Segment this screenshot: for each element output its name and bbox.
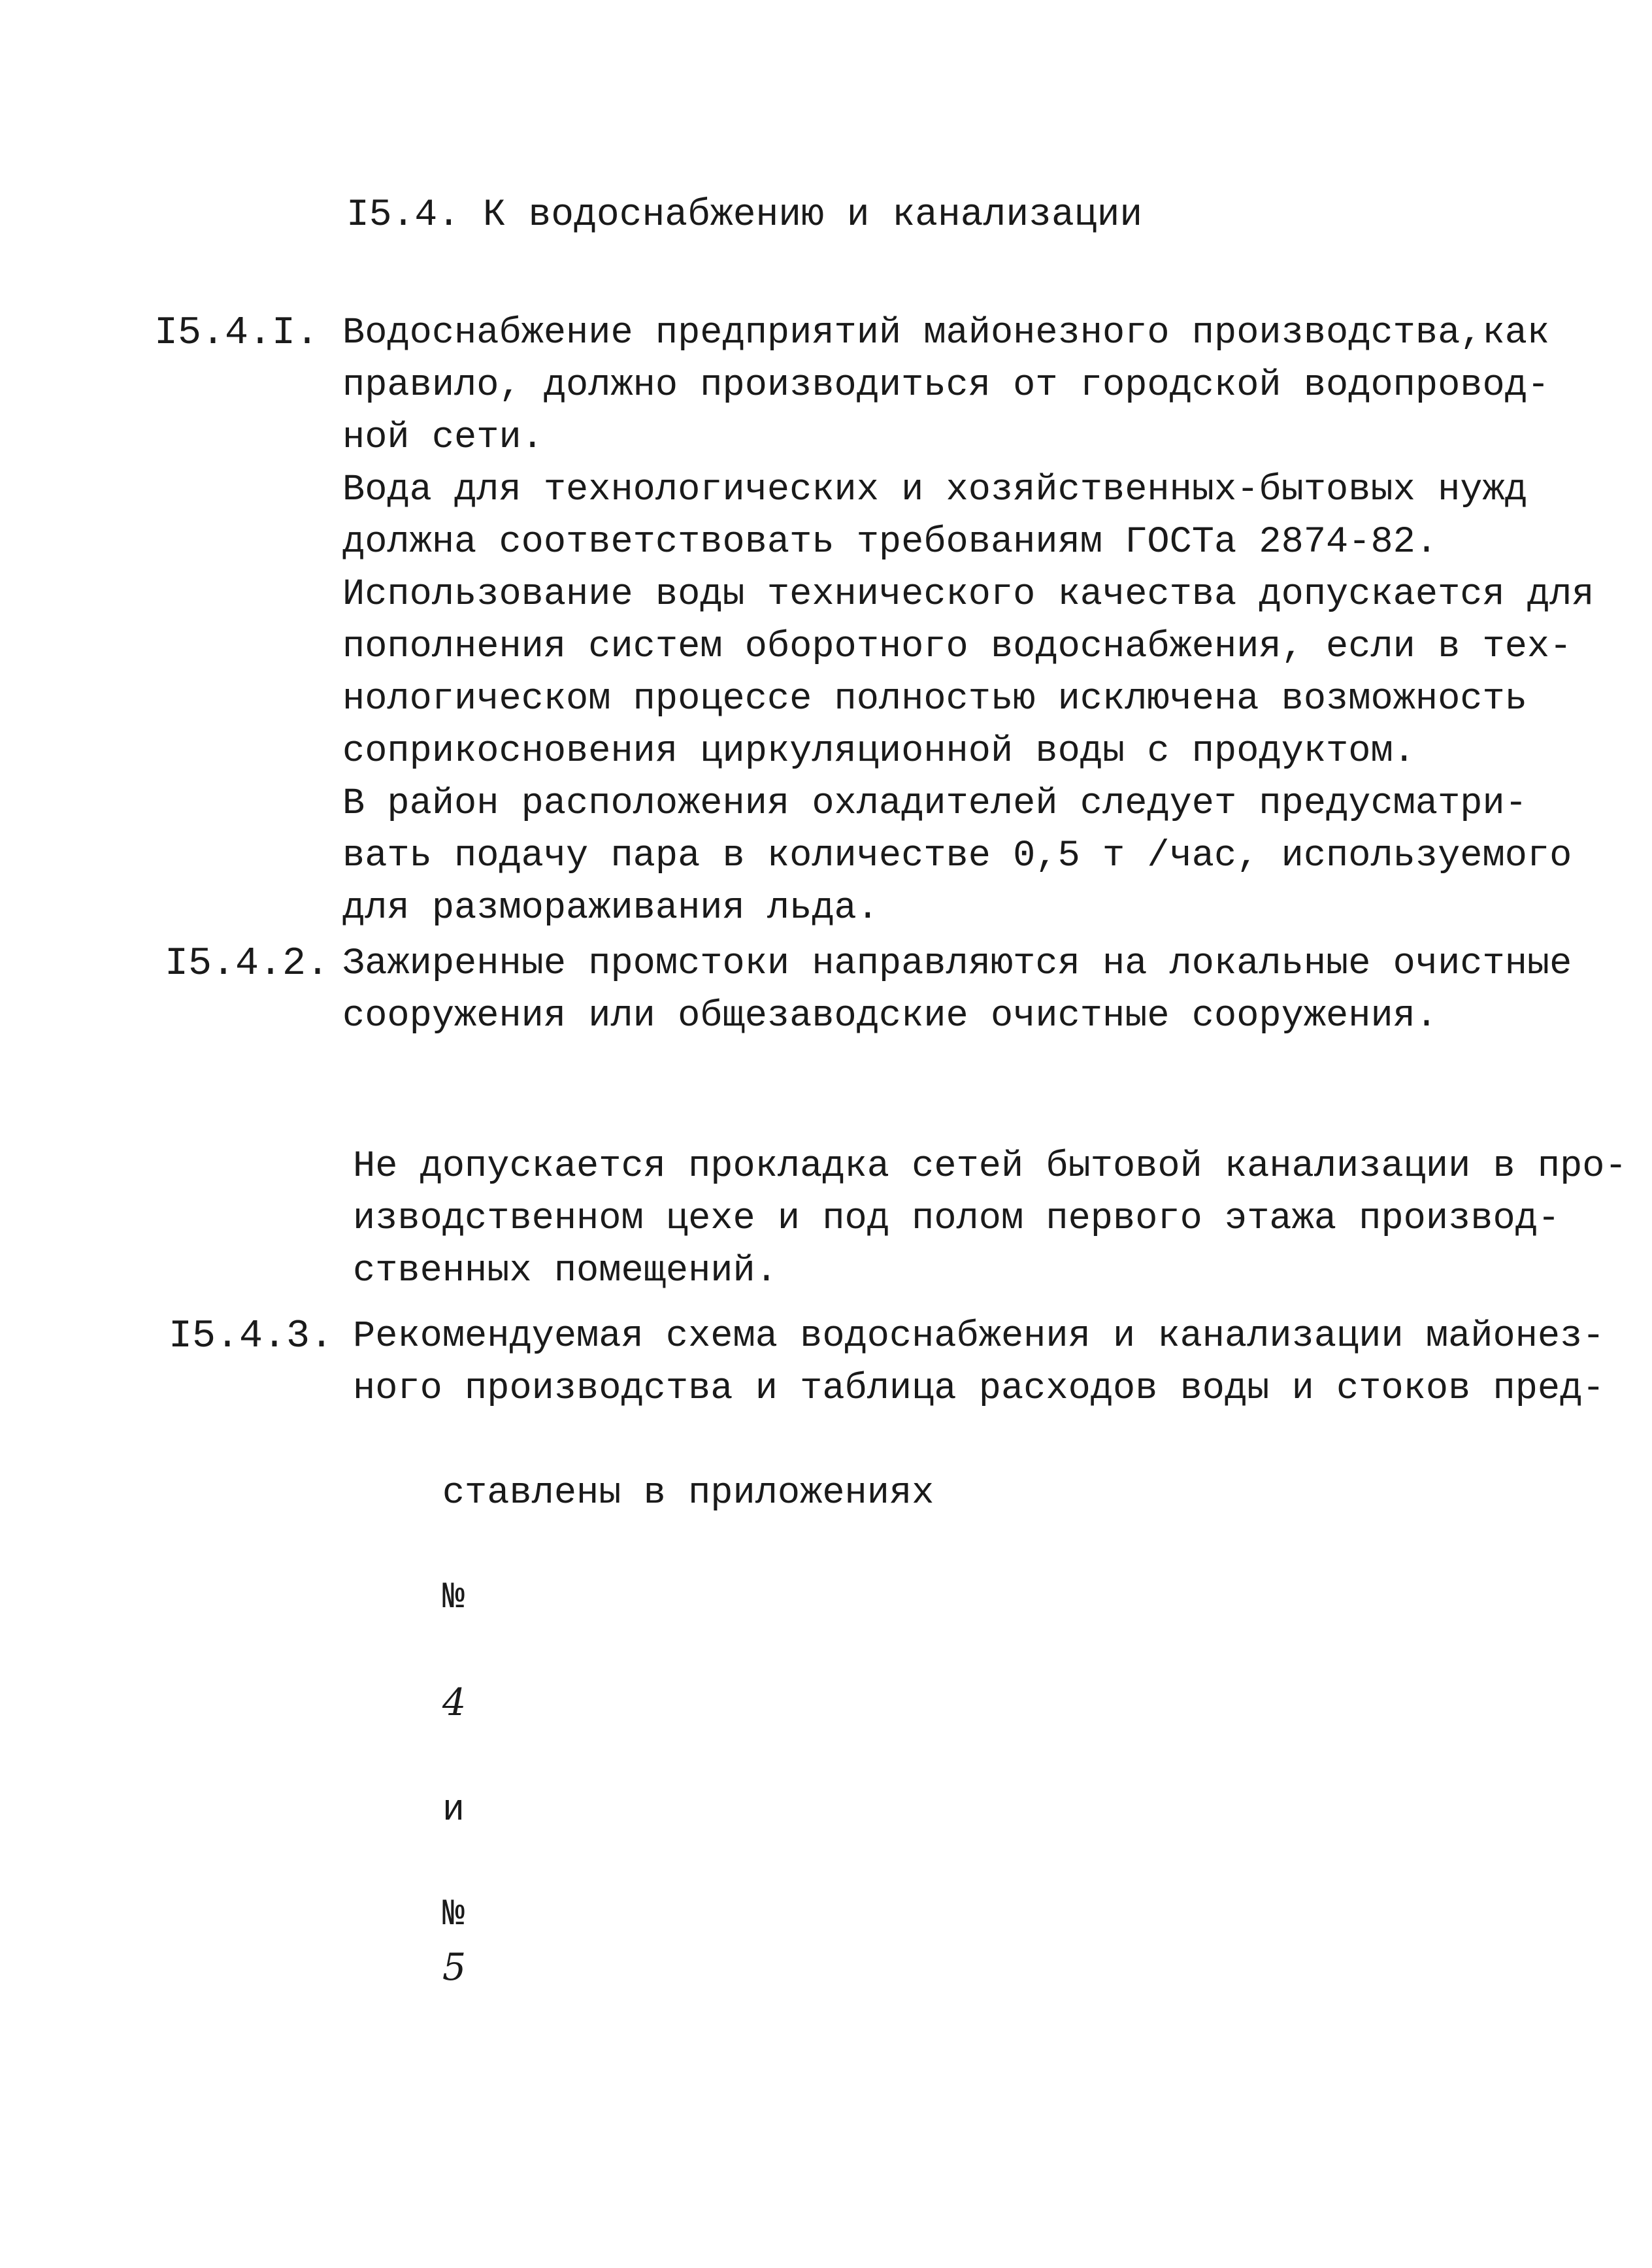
paragraph-line: изводственном цехе и под полом первого этажа производ- xyxy=(353,1198,1561,1240)
paragraph-line: ного производства и таблица расходов воды и стоков пред- xyxy=(353,1368,1605,1410)
paragraph-line: ственных помещений. xyxy=(353,1250,778,1292)
section-heading: І5.4. К водоснабжению и канализации xyxy=(346,194,1143,237)
section-number-15-4-2: І5.4.2. xyxy=(165,942,330,986)
paragraph-line: сооружения или общезаводские очистные сооружения. xyxy=(342,995,1438,1037)
paragraph-line: правило, должно производиться от городской водопровод- xyxy=(342,365,1550,407)
handwritten-appendix-number: 4 xyxy=(442,1681,467,1724)
paragraph-line: Водоснабжение предприятий майонезного производства,как xyxy=(342,312,1550,354)
paragraph-line: нологическом процессе полностью исключена возможность xyxy=(342,678,1527,720)
section-number-15-4-3: І5.4.3. xyxy=(169,1314,334,1359)
section-number-15-4-1: І5.4.І. xyxy=(154,311,320,356)
paragraph-line: ной сети. xyxy=(342,417,544,459)
number-sign: № xyxy=(442,1894,465,1936)
handwritten-appendix-number: 5 xyxy=(442,1946,467,1989)
paragraph-text: ставлены в приложениях xyxy=(442,1473,934,1514)
paragraph-line: для размораживания льда. xyxy=(342,888,879,929)
paragraph-line-appendix-ref xyxy=(353,1415,934,2049)
paragraph-line: Зажиренные промстоки направляются на локальные очистные xyxy=(342,943,1572,985)
paragraph-line: пополнения систем оборотного водоснабжения, если в тех- xyxy=(342,626,1572,668)
paragraph-line: Вода для технологических и хозяйственных-бытовых нужд xyxy=(342,469,1527,511)
paragraph-line: Рекомендуемая схема водоснабжения и канализации майонез- xyxy=(353,1316,1605,1358)
conjunction: и xyxy=(442,1790,465,1831)
paragraph-line: Использование воды технического качества допускается для xyxy=(342,574,1594,616)
paragraph-line: В район расположения охладителей следует предусматри- xyxy=(342,783,1527,825)
paragraph-line: Не допускается прокладка сетей бытовой канализации в про- xyxy=(353,1146,1627,1188)
paragraph-line: соприкосновения циркуляционной воды с продуктом. xyxy=(342,731,1415,773)
paragraph-line: вать подачу пара в количестве 0,5 т /час, используемого xyxy=(342,835,1572,877)
paragraph-line: должна соответствовать требованиям ГОСТа 2874-82. xyxy=(342,522,1438,563)
number-sign: № xyxy=(442,1577,465,1619)
